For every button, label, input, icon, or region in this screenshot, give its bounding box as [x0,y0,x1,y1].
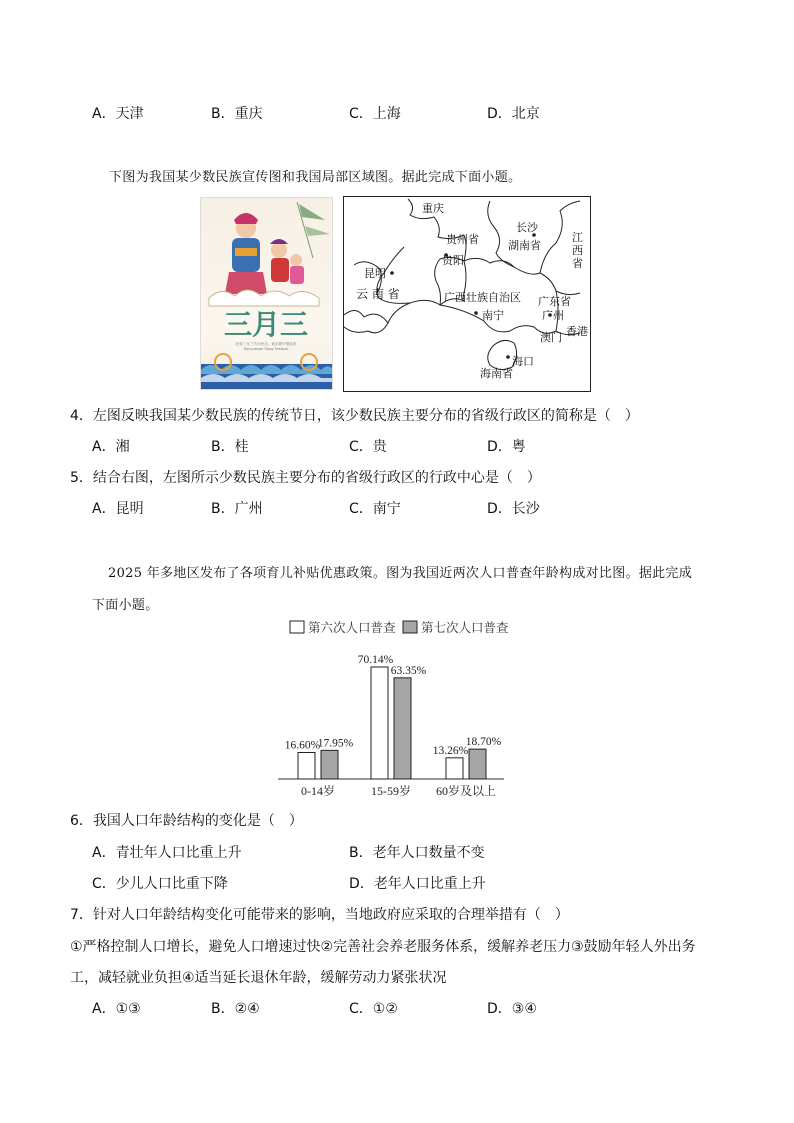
map-label-yunnan: 云 南 省 [356,287,400,301]
q3-option-a: A．天津 [92,106,144,122]
data-label-6th-cat-0: 16.60% [284,739,321,752]
q6-option-d: D．老年人口比重上升 [349,876,486,892]
question-7-statements-line-2: 工，减轻就业负担④适当延长退休年龄，缓解劳动力紧张状况 [70,970,447,986]
bar-6th-cat-0 [298,752,315,779]
q6-option-a: A．青壮年人口比重上升 [92,845,242,861]
intro-text-2-line-2: 下面小题。 [92,598,159,613]
poster-title: 三月三 [223,308,309,341]
data-label-7th-cat-1: 63.35% [390,664,427,677]
question-7-stem: 7．针对人口年龄结构变化可能带来的影响，当地政府应采取的合理举措有（ ） [70,907,569,923]
q7-option-d: D．③④ [487,1001,537,1017]
legend-label-7th: 第七次人口普查 [421,621,509,635]
q5-option-b: B．广州 [211,501,263,517]
map-label-guangzhou: 广州 [542,309,564,322]
intro-text-1: 下图为我国某少数民族宣传图和我国局部区域图。据此完成下面小题。 [109,170,522,185]
festival-poster [200,197,333,390]
q5-option-c: C．南宁 [349,501,401,517]
question-4-stem: 4．左图反映我国某少数民族的传统节日，该少数民族主要分布的省级行政区的简称是（ ） [70,408,639,424]
map-label-jiangxi: 江 西 省 [572,231,583,270]
q3-option-d: D．北京 [487,106,540,122]
category-label-2: 60岁及以上 [435,784,497,798]
q4-option-d: D．粤 [487,439,526,455]
map-label-chongqing: 重庆 [422,202,444,215]
poster-illustration [201,198,332,389]
data-label-7th-cat-0: 17.95% [317,737,354,750]
q3-option-b: B．重庆 [211,106,263,122]
data-label-6th-cat-1: 70.14% [357,654,394,666]
q6-option-b: B．老年人口数量不变 [349,845,485,861]
map-label-macao: 澳门 [540,331,562,344]
map-label-hainan: 海南省 [480,367,513,380]
map-label-hunan: 湖南省 [508,239,541,252]
map-label-changsha: 长沙 [516,221,538,234]
question-7-statements-line-1: ①严格控制人口增长，避免人口增速过快②完善社会养老服务体系，缓解养老压力③鼓励年轻人外出务 [70,939,696,955]
data-label-7th-cat-2: 18.70% [465,736,502,749]
q4-option-c: C．贵 [349,439,387,455]
q4-option-b: B．桂 [211,439,249,455]
regional-map [343,196,591,392]
q7-option-a: A．①③ [92,1001,141,1017]
bar-7th-cat-1 [394,678,411,779]
population-census-chart [268,612,528,802]
category-label-0: 0-14岁 [301,784,335,798]
bar-7th-cat-2 [469,749,486,779]
bar-6th-cat-2 [446,758,463,779]
intro-text-2-line-1: 2025 年多地区发布了各项育儿补贴优惠政策。图为我国近两次人口普查年龄构成对比图。据此完成 [108,566,693,581]
map-label-guiyang: 贵阳 [442,254,464,267]
poster-subtitle-2: Sanyuesan Song Festival [243,347,289,351]
map-label-nanning: 南宁 [482,309,504,322]
legend-swatch-7th [403,621,417,633]
category-label-1: 15-59岁 [371,784,411,798]
poster-subtitle-1: 壮族三月三节日快乐，欢乐歌圩唱起来 [235,342,297,346]
map-label-guangxi: 广西壮族自治区 [444,291,521,304]
q4-option-a: A．湘 [92,439,130,455]
chart-svg [268,612,528,802]
q5-option-d: D．长沙 [487,501,540,517]
map-label-kunming: 昆明 [364,267,386,280]
question-6-stem: 6．我国人口年龄结构的变化是（ ） [70,813,303,829]
q7-option-b: B．②④ [211,1001,260,1017]
bar-7th-cat-0 [321,750,338,779]
q6-option-c: C．少儿人口比重下降 [92,876,228,892]
q7-option-c: C．①② [349,1001,398,1017]
map-label-hongkong: 香港 [566,325,588,338]
q3-option-c: C．上海 [349,106,401,122]
map-label-haikou: 海口 [512,355,534,368]
legend-label-6th: 第六次人口普查 [308,621,396,635]
map-label-guangdong: 广东省 [538,295,571,308]
q5-option-a: A．昆明 [92,501,144,517]
legend-swatch-6th [290,621,304,633]
data-label-6th-cat-2: 13.26% [432,744,469,757]
question-5-stem: 5．结合右图，左图所示少数民族主要分布的省级行政区的行政中心是（ ） [70,470,541,486]
bar-6th-cat-1 [371,667,388,779]
map-label-guizhou: 贵州省 [446,233,479,246]
